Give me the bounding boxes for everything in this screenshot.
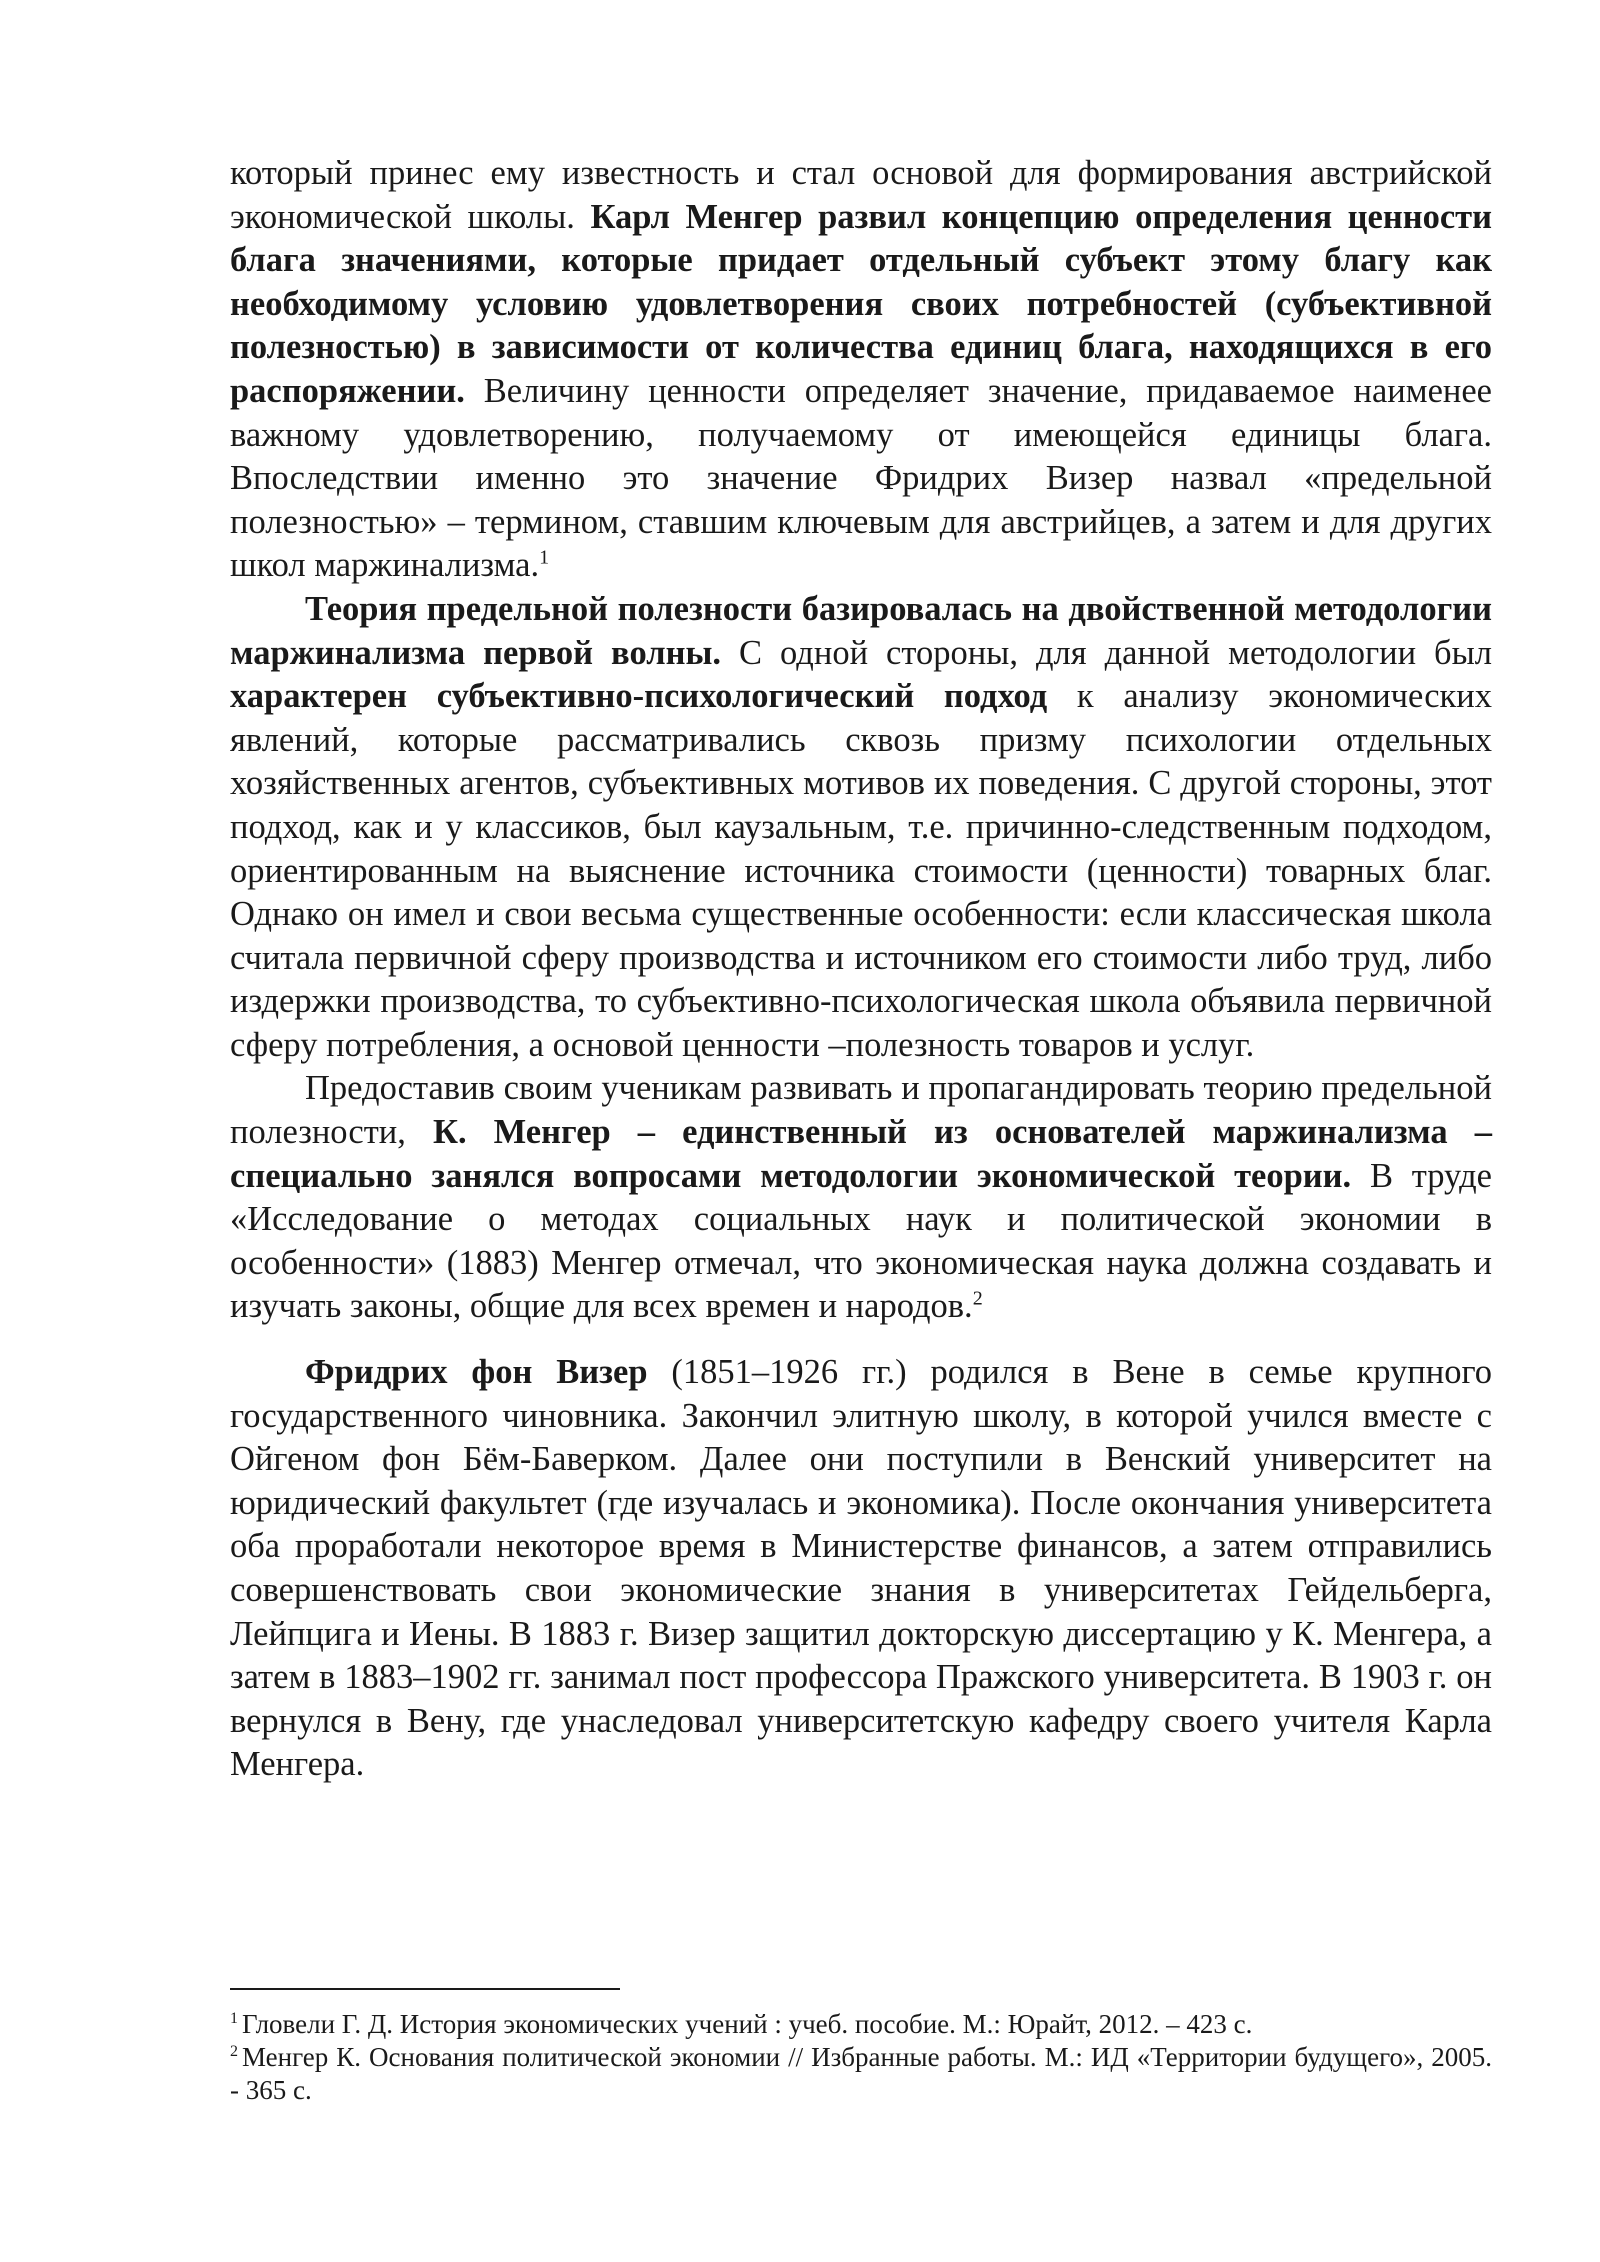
paragraph-2: [230, 588, 1492, 1068]
text-segment: Величину ценности определяет значение, придаваемое наименее важному удовлетворению, получаемому от имеющейся единицы блага. Впоследствии именно это значение Фридрих Визер назвал «предельной полезностью» – термином, ставшим ключевым для австрийцев, а затем и для других школ маржинализма.: [230, 371, 1492, 585]
paragraph-1: [230, 152, 1492, 588]
footnote-text: Гловели Г. Д. История экономических учений : учеб. пособие. М.: Юрайт, 2012. – 423 с.: [242, 2009, 1253, 2039]
bold-text-segment: Теория предельной полезности базировалась на двойственной методологии маржинализма первой волны.: [230, 589, 1492, 672]
footnote-1: [230, 2008, 1492, 2041]
bold-text-segment: К. Менгер – единственный из основателей маржинализма – специально занялся вопросами методологии экономической теории.: [230, 1113, 1492, 1195]
footnote-2: [230, 2041, 1492, 2107]
footnote-number: 1: [230, 2010, 238, 2027]
text-segment: В труде «Исследование о методах социальных наук и политической экономии в особенности» (1883) Менгер отмечал, что экономическая наука должна создавать и изучать законы, общие для всех времен и народов.: [230, 1156, 1492, 1326]
document-body: [230, 152, 1492, 1787]
text-segment: к анализу экономических явлений, которые рассматривались сквозь призму психологии отдельных хозяйственных агентов, субъективных мотивов их поведения. С другой стороны, этот подход, как и у классиков, был каузальным, т.е. причинно-следственным подходом, ориентированным на выяснение источника стоимости (ценности) товарных благ. Однако он имел и свои весьма существенные особенности: если классическая школа считала первичной сферу производства и источником его стоимости либо труд, либо издержки производства, то субъективно-психологическая школа объявила первичной сферу потребления, а основой ценности –полезность товаров и услуг.: [230, 677, 1492, 1064]
bold-text-segment: Карл Менгер развил концепцию определения ценности блага значениями, которые придает отдельный субъект этому благу как необходимому условию удовлетворения своих потребностей (субъективной полезностью) в зависимости от количества единиц блага, находящихся в его распоряжении.: [230, 197, 1492, 410]
paragraph-4: [230, 1351, 1492, 1787]
footnote-reference[interactable]: 2: [972, 1287, 983, 1310]
bold-text-segment: характерен субъективно-психологический подход: [230, 677, 1048, 716]
footnote-number: 2: [230, 2043, 238, 2060]
footnote-text: Менгер К. Основания политической экономии // Избранные работы. М.: ИД «Территории будущего», 2005. - 365 с.: [230, 2042, 1492, 2105]
bold-text-segment: Фридрих фон Визер: [305, 1353, 648, 1392]
footnote-separator: [230, 1988, 620, 1990]
paragraph-3: [230, 1067, 1492, 1329]
text-segment: (1851–1926 гг.) родился в Вене в семье крупного государственного чиновника. Закончил элитную школу, в которой учился вместе с Ойгеном фон Бём-Баверком. Далее они поступили в Венский университет на юридический факультет (где изучалась и экономика). После окончания университета оба проработали некоторое время в Министерстве финансов, а затем отправились совершенствовать свои экономические знания в университетах Гейдельберга, Лейпцига и Иены. В 1883 г. Визер защитил докторскую диссертацию у К. Менгера, а затем в 1883–1902 гг. занимал пост профессора Пражского университета. В 1903 г. он вернулся в Вену, где унаследовал университетскую кафедру своего учителя Карла Менгера.: [230, 1353, 1493, 1784]
footnote-reference[interactable]: 1: [539, 546, 550, 569]
text-segment: С одной стороны, для данной методологии был: [721, 633, 1492, 672]
footnotes-section: [230, 1988, 1492, 2107]
text-segment: Предоставив своим ученикам развивать и пропагандировать теорию предельной полезности,: [230, 1069, 1492, 1152]
text-segment: который принес ему известность и стал основой для формирования австрийской экономической школы.: [230, 154, 1492, 236]
